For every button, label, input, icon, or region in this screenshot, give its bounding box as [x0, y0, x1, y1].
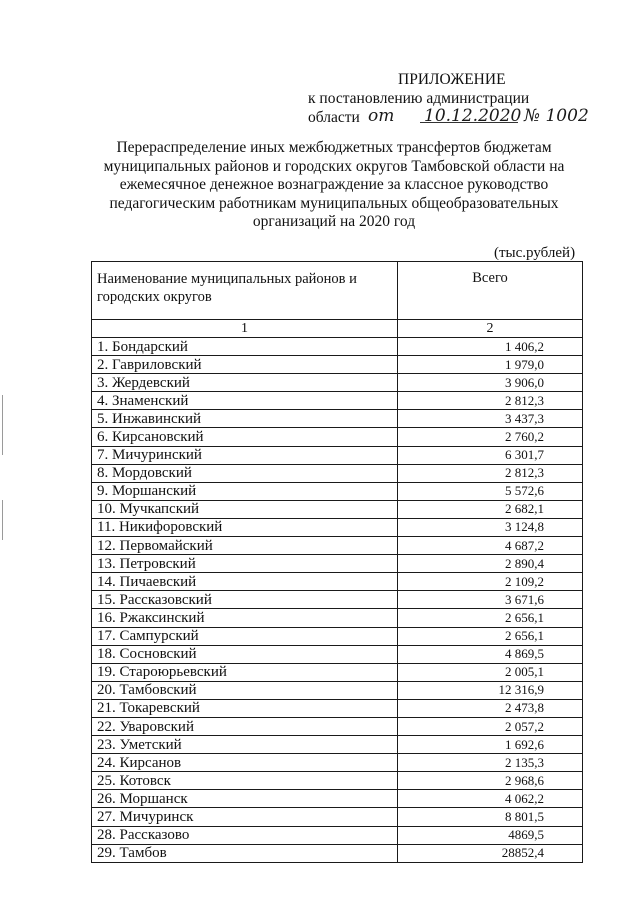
table-row — [92, 790, 583, 808]
district-total: 3 906,0 — [398, 374, 583, 392]
heading-line: муниципальных районов и городских округов Тамбовской области на — [103, 157, 565, 175]
table-row — [92, 464, 583, 482]
district-name: 20. Тамбовский — [92, 681, 398, 699]
heading-line: педагогическим работникам муниципальных общеобразовательных — [109, 194, 559, 212]
appendix-title: ПРИЛОЖЕНИЕ — [398, 71, 506, 88]
district-total: 2 682,1 — [398, 500, 583, 518]
district-total: 2 968,6 — [398, 772, 583, 790]
district-total: 2 656,1 — [398, 609, 583, 627]
district-name: 1. Бондарский — [92, 338, 398, 356]
decree-prefix: от — [368, 106, 395, 126]
district-name: 26. Моршанск — [92, 790, 398, 808]
district-total: 2 656,1 — [398, 627, 583, 645]
units-label: (тыс.рублей) — [494, 245, 576, 261]
column-header-name: Наименование муниципальных районов и городских округов — [92, 262, 398, 320]
heading-line: Перераспределение иных межбюджетных трансфертов бюджетам — [116, 139, 552, 156]
district-name: 7. Мичуринский — [92, 446, 398, 464]
decree-underline — [420, 122, 518, 123]
column-index-row — [92, 320, 583, 338]
district-name: 29. Тамбов — [92, 844, 398, 862]
district-name: 16. Ржаксинский — [92, 609, 398, 627]
district-name: 22. Уваровский — [92, 717, 398, 735]
district-total: 2 473,8 — [398, 699, 583, 717]
heading-line: ежемесячное денежное вознаграждение за классное руководство — [119, 176, 549, 193]
district-total: 2 005,1 — [398, 663, 583, 681]
table-row — [92, 356, 583, 374]
table-header-row — [92, 262, 583, 320]
district-total: 2 109,2 — [398, 573, 583, 591]
district-total: 1 692,6 — [398, 736, 583, 754]
appendix-subtitle: к постановлению администрации области — [308, 90, 530, 126]
table-row — [92, 772, 583, 790]
district-total: 3 437,3 — [398, 410, 583, 428]
district-total: 1 979,0 — [398, 356, 583, 374]
district-total: 2 890,4 — [398, 555, 583, 573]
table-body — [92, 338, 583, 863]
district-total: 4 687,2 — [398, 537, 583, 555]
table-row — [92, 428, 583, 446]
table-row — [92, 699, 583, 717]
table-row — [92, 627, 583, 645]
district-name: 23. Уметский — [92, 736, 398, 754]
transfers-table — [91, 261, 583, 863]
district-total: 2 760,2 — [398, 428, 583, 446]
column-index-2: 2 — [398, 320, 583, 338]
district-name: 15. Рассказовский — [92, 591, 398, 609]
district-name: 17. Сампурский — [92, 627, 398, 645]
table-row — [92, 500, 583, 518]
column-header-total: Всего — [398, 262, 583, 320]
district-name: 4. Знаменский — [92, 392, 398, 410]
district-total: 4 869,5 — [398, 645, 583, 663]
table-row — [92, 808, 583, 826]
table-row — [92, 482, 583, 500]
district-total: 1 406,2 — [398, 338, 583, 356]
district-total: 12 316,9 — [398, 681, 583, 699]
district-name: 25. Котовск — [92, 772, 398, 790]
district-name: 9. Моршанский — [92, 482, 398, 500]
district-name: 27. Мичуринск — [92, 808, 398, 826]
district-total: 6 301,7 — [398, 446, 583, 464]
district-name: 12. Первомайский — [92, 537, 398, 555]
table-row — [92, 609, 583, 627]
district-name: 14. Пичаевский — [92, 573, 398, 591]
district-total: 2 057,2 — [398, 717, 583, 735]
district-name: 11. Никифоровский — [92, 518, 398, 536]
district-name: 6. Кирсановский — [92, 428, 398, 446]
district-total: 4 062,2 — [398, 790, 583, 808]
district-name: 2. Гавриловский — [92, 356, 398, 374]
district-name: 10. Мучкапский — [92, 500, 398, 518]
district-total: 3 671,6 — [398, 591, 583, 609]
district-name: 8. Мордовский — [92, 464, 398, 482]
table-row — [92, 826, 583, 844]
district-name: 21. Токаревский — [92, 699, 398, 717]
table-row — [92, 754, 583, 772]
table-row — [92, 338, 583, 356]
district-name: 5. Инжавинский — [92, 410, 398, 428]
district-total: 2 135,3 — [398, 754, 583, 772]
decree-number: № 1002 — [524, 106, 589, 126]
table-row — [92, 573, 583, 591]
heading-line: организаций на 2020 год — [252, 213, 416, 230]
table-row — [92, 645, 583, 663]
scan-edge-mark — [2, 500, 3, 540]
table-row — [92, 392, 583, 410]
table-row — [92, 446, 583, 464]
table-row — [92, 537, 583, 555]
district-total: 3 124,8 — [398, 518, 583, 536]
table-row — [92, 736, 583, 754]
district-name: 18. Сосновский — [92, 645, 398, 663]
district-total: 4869,5 — [398, 826, 583, 844]
table-row — [92, 844, 583, 862]
table-row — [92, 717, 583, 735]
district-name: 13. Петровский — [92, 555, 398, 573]
district-name: 19. Староюрьевский — [92, 663, 398, 681]
district-name: 28. Рассказово — [92, 826, 398, 844]
table-row — [92, 681, 583, 699]
table-row — [92, 591, 583, 609]
district-total: 2 812,3 — [398, 392, 583, 410]
table-row — [92, 518, 583, 536]
table-row — [92, 663, 583, 681]
table-row — [92, 374, 583, 392]
district-name: 3. Жердевский — [92, 374, 398, 392]
column-index-1: 1 — [92, 320, 398, 338]
scan-edge-mark — [2, 395, 3, 455]
table-row — [92, 410, 583, 428]
table-row — [92, 555, 583, 573]
district-total: 5 572,6 — [398, 482, 583, 500]
document-heading — [84, 139, 584, 232]
district-total: 2 812,3 — [398, 464, 583, 482]
district-name: 24. Кирсанов — [92, 754, 398, 772]
district-total: 8 801,5 — [398, 808, 583, 826]
decree-date: 10.12.2020 — [424, 106, 522, 126]
district-total: 28852,4 — [398, 844, 583, 862]
